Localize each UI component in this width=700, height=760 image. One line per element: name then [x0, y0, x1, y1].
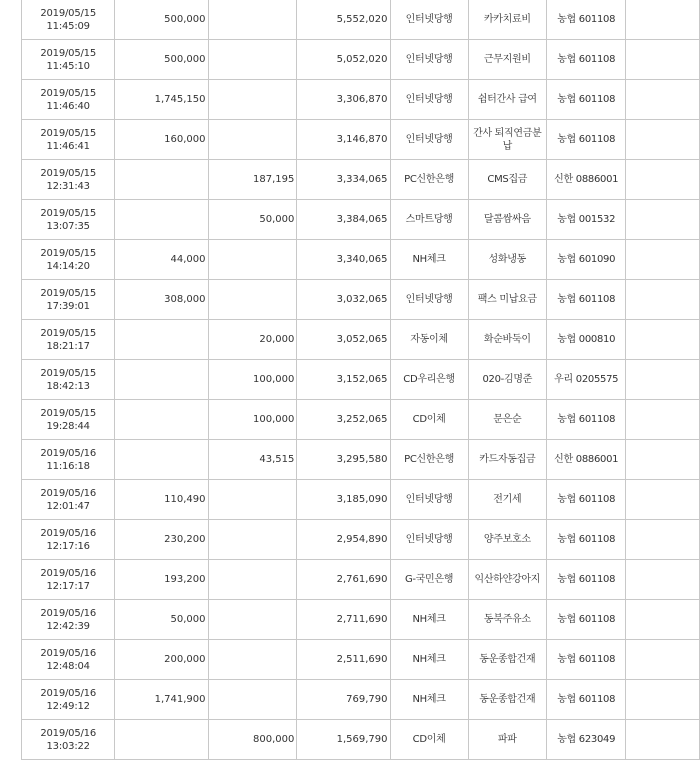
account-cell: 농협 601108 — [546, 80, 625, 120]
table-row — [22, 80, 700, 120]
channel-cell: NH체크 — [390, 680, 468, 720]
time-text: 12:31:43 — [46, 180, 90, 192]
datetime-cell — [22, 680, 115, 720]
deposit-cell — [208, 0, 297, 40]
datetime-cell — [22, 120, 115, 160]
deposit-cell: 100,000 — [208, 360, 297, 400]
empty-cell — [626, 480, 700, 520]
withdrawal-cell: 308,000 — [115, 280, 208, 320]
table-row — [22, 120, 700, 160]
deposit-cell — [208, 480, 297, 520]
account-cell: 농협 601108 — [546, 0, 625, 40]
datetime-cell — [22, 480, 115, 520]
withdrawal-cell: 200,000 — [115, 640, 208, 680]
channel-cell: PC신한은행 — [390, 440, 468, 480]
balance-cell: 3,295,580 — [297, 440, 390, 480]
time-text: 12:17:17 — [46, 580, 90, 592]
withdrawal-cell — [115, 360, 208, 400]
balance-cell: 2,954,890 — [297, 520, 390, 560]
empty-cell — [626, 560, 700, 600]
datetime-cell — [22, 720, 115, 760]
date-text: 2019/05/15 — [40, 87, 96, 99]
table-row — [22, 360, 700, 400]
table-row — [22, 560, 700, 600]
empty-cell — [626, 680, 700, 720]
datetime-cell — [22, 520, 115, 560]
withdrawal-cell — [115, 400, 208, 440]
memo-cell: 간사 퇴직연금분납 — [468, 120, 546, 160]
memo-cell: 쉼터간사 급여 — [468, 80, 546, 120]
datetime-cell — [22, 360, 115, 400]
balance-cell: 2,761,690 — [297, 560, 390, 600]
table-row — [22, 320, 700, 360]
empty-cell — [626, 40, 700, 80]
memo-cell: CMS집금 — [468, 160, 546, 200]
table-row — [22, 480, 700, 520]
empty-cell — [626, 200, 700, 240]
deposit-cell: 187,195 — [208, 160, 297, 200]
date-text: 2019/05/15 — [40, 47, 96, 59]
balance-cell: 3,306,870 — [297, 80, 390, 120]
empty-cell — [626, 120, 700, 160]
account-cell: 농협 601108 — [546, 400, 625, 440]
deposit-cell: 50,000 — [208, 200, 297, 240]
time-text: 12:01:47 — [46, 500, 90, 512]
empty-cell — [626, 440, 700, 480]
account-cell: 농협 000810 — [546, 320, 625, 360]
channel-cell: 인터넷당행 — [390, 120, 468, 160]
memo-cell: 성화냉동 — [468, 240, 546, 280]
empty-cell — [626, 520, 700, 560]
table-row — [22, 680, 700, 720]
datetime-cell — [22, 400, 115, 440]
time-text: 12:49:12 — [46, 700, 90, 712]
time-text: 12:42:39 — [46, 620, 90, 632]
withdrawal-cell: 1,745,150 — [115, 80, 208, 120]
channel-cell: CD이체 — [390, 720, 468, 760]
ledger-body — [22, 0, 700, 760]
datetime-cell — [22, 240, 115, 280]
memo-cell: 동운종합건재 — [468, 680, 546, 720]
datetime-cell — [22, 160, 115, 200]
withdrawal-cell: 193,200 — [115, 560, 208, 600]
deposit-cell — [208, 120, 297, 160]
table-row — [22, 400, 700, 440]
table-row — [22, 720, 700, 760]
account-cell: 우리 0205575 — [546, 360, 625, 400]
empty-cell — [626, 80, 700, 120]
balance-cell: 3,152,065 — [297, 360, 390, 400]
deposit-cell: 800,000 — [208, 720, 297, 760]
date-text: 2019/05/15 — [40, 407, 96, 419]
date-text: 2019/05/16 — [40, 687, 96, 699]
balance-cell: 3,334,065 — [297, 160, 390, 200]
date-text: 2019/05/16 — [40, 727, 96, 739]
account-cell: 농협 601108 — [546, 40, 625, 80]
empty-cell — [626, 240, 700, 280]
time-text: 18:21:17 — [46, 340, 90, 352]
table-row — [22, 240, 700, 280]
table-row — [22, 600, 700, 640]
balance-cell: 3,252,065 — [297, 400, 390, 440]
withdrawal-cell: 1,741,900 — [115, 680, 208, 720]
deposit-cell: 100,000 — [208, 400, 297, 440]
channel-cell: NH체크 — [390, 640, 468, 680]
account-cell: 농협 601090 — [546, 240, 625, 280]
datetime-cell — [22, 560, 115, 600]
memo-cell: 카드자동집금 — [468, 440, 546, 480]
balance-cell: 769,790 — [297, 680, 390, 720]
withdrawal-cell: 500,000 — [115, 40, 208, 80]
datetime-cell — [22, 600, 115, 640]
memo-cell: 020-김명준 — [468, 360, 546, 400]
channel-cell: NH체크 — [390, 600, 468, 640]
date-text: 2019/05/15 — [40, 247, 96, 259]
account-cell: 농협 601108 — [546, 640, 625, 680]
balance-cell: 2,711,690 — [297, 600, 390, 640]
channel-cell: PC신한은행 — [390, 160, 468, 200]
datetime-cell — [22, 440, 115, 480]
deposit-cell — [208, 600, 297, 640]
date-text: 2019/05/16 — [40, 647, 96, 659]
memo-cell: 전기세 — [468, 480, 546, 520]
balance-cell: 2,511,690 — [297, 640, 390, 680]
channel-cell: 인터넷당행 — [390, 280, 468, 320]
time-text: 18:42:13 — [46, 380, 90, 392]
date-text: 2019/05/15 — [40, 327, 96, 339]
date-text: 2019/05/15 — [40, 127, 96, 139]
account-cell: 농협 601108 — [546, 480, 625, 520]
withdrawal-cell — [115, 440, 208, 480]
empty-cell — [626, 320, 700, 360]
account-cell: 농협 001532 — [546, 200, 625, 240]
time-text: 11:45:10 — [46, 60, 90, 72]
withdrawal-cell: 500,000 — [115, 0, 208, 40]
memo-cell: 익산하얀강아지 — [468, 560, 546, 600]
datetime-cell — [22, 320, 115, 360]
time-text: 12:48:04 — [46, 660, 90, 672]
datetime-cell — [22, 80, 115, 120]
transaction-ledger-table — [21, 0, 700, 760]
account-cell: 농협 601108 — [546, 600, 625, 640]
table-row — [22, 40, 700, 80]
memo-cell: 동북주유소 — [468, 600, 546, 640]
deposit-cell — [208, 240, 297, 280]
balance-cell: 3,032,065 — [297, 280, 390, 320]
date-text: 2019/05/15 — [40, 167, 96, 179]
time-text: 19:28:44 — [46, 420, 90, 432]
deposit-cell — [208, 520, 297, 560]
memo-cell: 문은순 — [468, 400, 546, 440]
withdrawal-cell — [115, 320, 208, 360]
account-cell: 농협 601108 — [546, 520, 625, 560]
account-cell: 농협 601108 — [546, 280, 625, 320]
datetime-cell — [22, 640, 115, 680]
deposit-cell: 43,515 — [208, 440, 297, 480]
date-text: 2019/05/16 — [40, 487, 96, 499]
balance-cell: 3,384,065 — [297, 200, 390, 240]
deposit-cell — [208, 40, 297, 80]
withdrawal-cell: 160,000 — [115, 120, 208, 160]
withdrawal-cell — [115, 200, 208, 240]
time-text: 11:16:18 — [46, 460, 90, 472]
memo-cell: 동운종합건재 — [468, 640, 546, 680]
balance-cell: 3,340,065 — [297, 240, 390, 280]
empty-cell — [626, 160, 700, 200]
channel-cell: NH체크 — [390, 240, 468, 280]
table-row — [22, 160, 700, 200]
channel-cell: 스마트당행 — [390, 200, 468, 240]
empty-cell — [626, 0, 700, 40]
date-text: 2019/05/15 — [40, 287, 96, 299]
balance-cell: 5,052,020 — [297, 40, 390, 80]
time-text: 12:17:16 — [46, 540, 90, 552]
deposit-cell — [208, 560, 297, 600]
date-text: 2019/05/15 — [40, 7, 96, 19]
date-text: 2019/05/16 — [40, 607, 96, 619]
withdrawal-cell: 110,490 — [115, 480, 208, 520]
date-text: 2019/05/16 — [40, 527, 96, 539]
balance-cell: 3,052,065 — [297, 320, 390, 360]
table-row — [22, 520, 700, 560]
empty-cell — [626, 360, 700, 400]
account-cell: 농협 601108 — [546, 120, 625, 160]
channel-cell: 인터넷당행 — [390, 520, 468, 560]
deposit-cell: 20,000 — [208, 320, 297, 360]
channel-cell: G-국민은행 — [390, 560, 468, 600]
channel-cell: 자동이체 — [390, 320, 468, 360]
datetime-cell — [22, 280, 115, 320]
deposit-cell — [208, 680, 297, 720]
table-row — [22, 0, 700, 40]
channel-cell: CD이체 — [390, 400, 468, 440]
memo-cell: 달콤쌈싸음 — [468, 200, 546, 240]
account-cell: 농협 601108 — [546, 680, 625, 720]
memo-cell: 양주보호소 — [468, 520, 546, 560]
time-text: 11:46:41 — [46, 140, 90, 152]
channel-cell: 인터넷당행 — [390, 80, 468, 120]
table-row — [22, 200, 700, 240]
channel-cell: 인터넷당행 — [390, 480, 468, 520]
memo-cell: 화순바둑이 — [468, 320, 546, 360]
channel-cell: CD우리은행 — [390, 360, 468, 400]
datetime-cell — [22, 0, 115, 40]
withdrawal-cell — [115, 720, 208, 760]
datetime-cell — [22, 40, 115, 80]
date-text: 2019/05/15 — [40, 367, 96, 379]
balance-cell: 3,185,090 — [297, 480, 390, 520]
empty-cell — [626, 600, 700, 640]
balance-cell: 3,146,870 — [297, 120, 390, 160]
account-cell: 신한 0886001 — [546, 160, 625, 200]
withdrawal-cell: 50,000 — [115, 600, 208, 640]
withdrawal-cell: 44,000 — [115, 240, 208, 280]
time-text: 11:45:09 — [46, 20, 90, 32]
channel-cell: 인터넷당행 — [390, 0, 468, 40]
empty-cell — [626, 280, 700, 320]
table-row — [22, 440, 700, 480]
account-cell: 농협 623049 — [546, 720, 625, 760]
empty-cell — [626, 400, 700, 440]
time-text: 13:03:22 — [46, 740, 90, 752]
deposit-cell — [208, 640, 297, 680]
time-text: 11:46:40 — [46, 100, 90, 112]
deposit-cell — [208, 80, 297, 120]
time-text: 13:07:35 — [46, 220, 90, 232]
channel-cell: 인터넷당행 — [390, 40, 468, 80]
date-text: 2019/05/15 — [40, 207, 96, 219]
memo-cell: 카카치료비 — [468, 0, 546, 40]
memo-cell: 근무지원비 — [468, 40, 546, 80]
withdrawal-cell — [115, 160, 208, 200]
balance-cell: 1,569,790 — [297, 720, 390, 760]
withdrawal-cell: 230,200 — [115, 520, 208, 560]
datetime-cell — [22, 200, 115, 240]
date-text: 2019/05/16 — [40, 447, 96, 459]
memo-cell: 파파 — [468, 720, 546, 760]
deposit-cell — [208, 280, 297, 320]
account-cell: 농협 601108 — [546, 560, 625, 600]
memo-cell: 팩스 미납요금 — [468, 280, 546, 320]
empty-cell — [626, 640, 700, 680]
time-text: 17:39:01 — [46, 300, 90, 312]
table-row — [22, 280, 700, 320]
table-row — [22, 640, 700, 680]
time-text: 14:14:20 — [46, 260, 90, 272]
balance-cell: 5,552,020 — [297, 0, 390, 40]
account-cell: 신한 0886001 — [546, 440, 625, 480]
empty-cell — [626, 720, 700, 760]
date-text: 2019/05/16 — [40, 567, 96, 579]
